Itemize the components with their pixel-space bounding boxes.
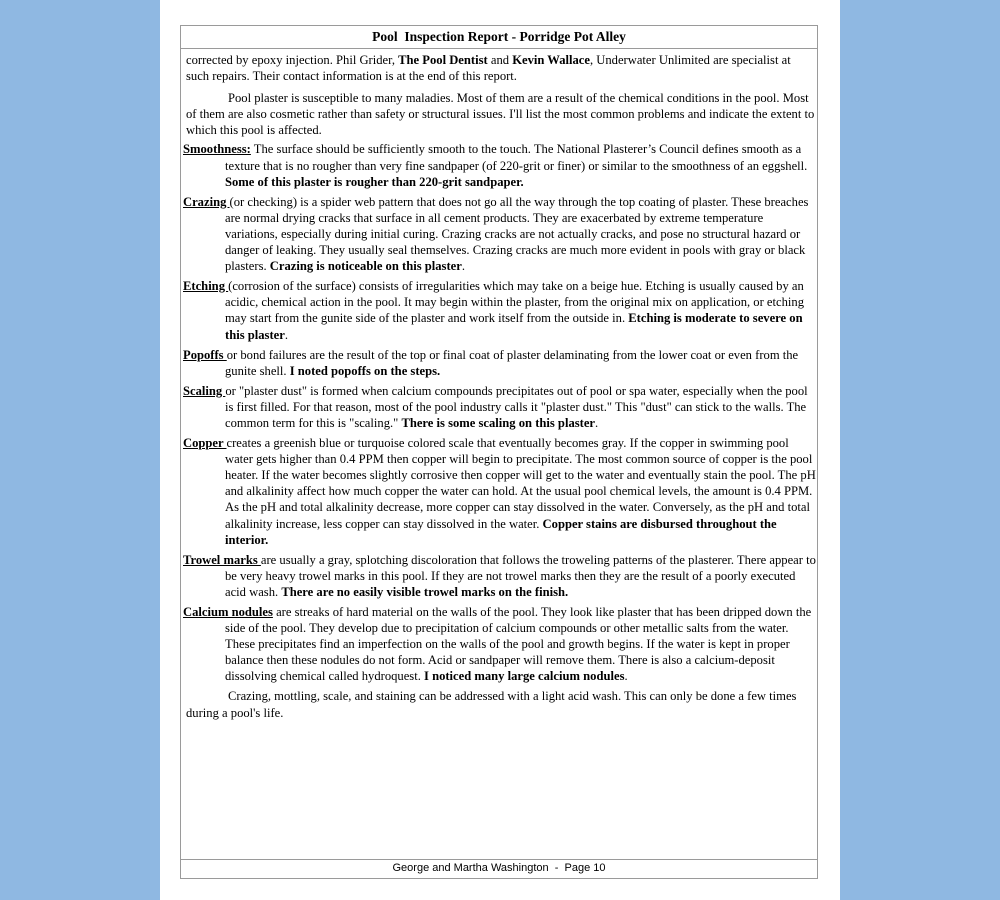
closing-paragraph: Crazing, mottling, scale, and staining can be addressed with a light acid wash. This can only be done a few times during a pool's life. [186,689,797,720]
entry-finding: I noted popoffs on the steps. [289,363,441,378]
entry-etching: Etching (corrosion of the surface) consists of irregularities which may take on a beige hue. Etching is usually caused by an acidic, chemical action in the pool. It may begin within the plaster, from the original mix on application, or etching may start from the gunite side of the plaster and work itself from the outside in. Etching is moderate to severe on this plaster. [183,279,804,342]
entry-term: Calcium nodules [183,605,273,619]
entry-finding: Copper stains are disbursed throughout the interior. [225,516,777,547]
entry-finding: I noticed many large calcium nodules [424,669,625,684]
intro-paragraph: corrected by epoxy injection. Phil Grider, The Pool Dentist and Kevin Wallace, Underwater Unlimited are specialist at such repairs. Their contact information is at the end of this report. [186,53,791,84]
entry-term: Smoothness: [183,142,251,157]
report-body [181,49,817,721]
entry-term: Popoffs [183,347,227,362]
document-page [160,0,840,900]
entry-term: Copper [183,436,227,451]
entry-popoffs: Popoffs or bond failures are the result of the top or final coat of plaster delaminating from the lower coat or even from the gunite shell. I noted popoffs on the steps. [183,347,799,378]
plaster-paragraph: Pool plaster is susceptible to many maladies. Most of them are a result of the chemical conditions in the pool. Most of them are also cosmetic rather than safety or structural issues. I'll list the most common problems and indicate the extent to which this pool is affected. [186,91,815,138]
page-frame [180,25,818,879]
pool-dentist-name: The Pool Dentist [398,53,488,67]
entry-term: Crazing [183,194,230,209]
entry-finding: Crazing is noticeable on this plaster [269,259,462,274]
entry-trowel-marks: Trowel marks are usually a gray, splotching discoloration that follows the troweling patterns of the plasterer. There appear to be very heavy trowel marks in this pool. If they are not trowel marks then they are the result of a poorly executed acid wash. There are no easily visible trowel marks on the finish. [183,552,816,599]
entry-finding: Some of this plaster is rougher than 220-grit sandpaper. [225,174,524,189]
page-title: Pool Inspection Report - Porridge Pot Alley [181,26,817,49]
entry-term: Etching [183,279,229,294]
entry-finding: Etching is moderate to severe on this plaster [225,311,803,342]
entry-term: Trowel marks [183,552,261,567]
kevin-wallace-name: Kevin Wallace [512,53,590,67]
entry-smoothness: Smoothness: The surface should be sufficiently smooth to the touch. The National Plasterer’s Council defines smooth as a texture that is no rougher than very fine sandpaper (of 220-grit or finer) or similar to the smoothness of an eggshell. Some of this plaster is rougher than 220-grit sandpaper. [183,142,808,189]
entry-term: Scaling [183,383,226,398]
entry-crazing: Crazing (or checking) is a spider web pattern that does not go all the way through the top coating of plaster. These breaches are normal drying cracks that surface in all cement products. They are exacerbated by extreme temperature variations, especially during initial curing. Crazing cracks are not actually cracks, and pose no structural hazard or danger of leaking. They usually seal themselves. Crazing cracks are much more evident in pools with gray or black plasters. Crazing is noticeable on this plaster. [183,194,809,274]
page-footer: George and Martha Washington - Page 10 [181,859,817,878]
entry-finding: There is some scaling on this plaster [401,415,596,430]
entry-finding: There are no easily visible trowel marks on the finish. [281,584,569,599]
entry-calcium-nodules: Calcium nodules are streaks of hard material on the walls of the pool. They look like plaster that has been dripped down the side of the pool. They develop due to precipitation of calcium compounds or other metallic salts from the water. These precipitates find an imperfection on the walls of the pool and growth begins. If the water is kept in proper balance then these nodules do not form. Acid or sandpaper will remove them. There is also a calcium-deposit dissolving chemical called hydroquest. I noticed many large calcium nodules. [183,605,812,684]
entry-copper: Copper creates a greenish blue or turquoise colored scale that eventually becomes gray. If the copper in swimming pool water gets higher than 0.4 PPM then copper will begin to precipitate. The most common source of copper is the pool heater. If the water becomes slightly corrosive then copper will get to the water and eventually stain the pool. The pH and alkalinity affect how much copper the water can hold. At the usual pool chemical levels, the amount is 0.4 PPM. As the pH and total alkalinity decrease, more copper can stay dissolved in the water. Conversely, as the pH and total alkalinity increase, less copper can stay dissolved in the water. Copper stains are disbursed throughout the interior. [183,436,816,547]
entry-scaling: Scaling or "plaster dust" is formed when calcium compounds precipitates out of pool or spa water, especially when the pool is first filled. For that reason, most of the pool industry calls it "plaster dust." This "dust" can stick to the walls. The common term for this is "scaling." There is some scaling on this plaster. [183,383,808,430]
